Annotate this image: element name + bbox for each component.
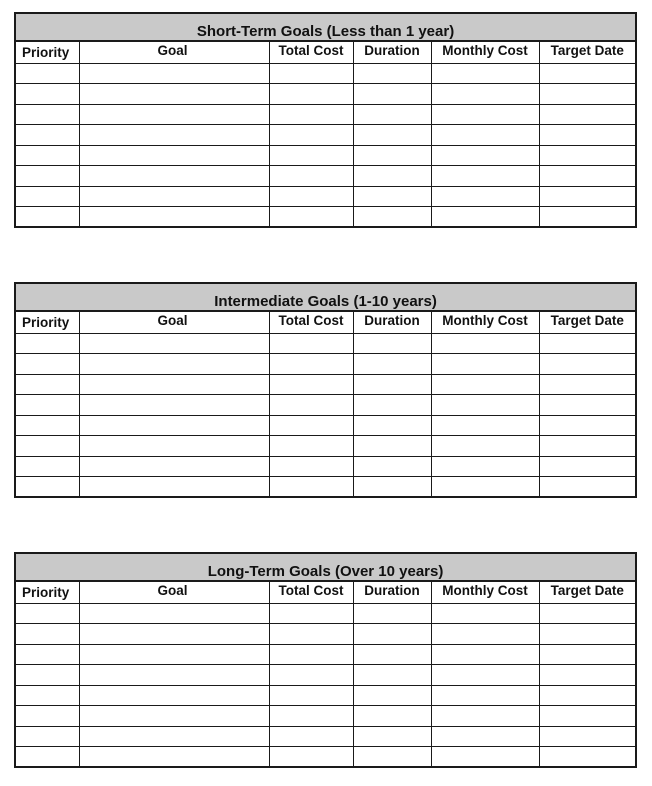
duration-cell[interactable] — [353, 706, 431, 727]
duration-cell[interactable] — [353, 354, 431, 375]
long-term-goals-title: Long-Term Goals (Over 10 years) — [15, 553, 636, 581]
monthly-cost-header: Monthly Cost — [431, 311, 539, 333]
goal-cell[interactable] — [79, 186, 269, 207]
monthly-cost-cell[interactable] — [431, 685, 539, 706]
monthly-cost-cell[interactable] — [431, 747, 539, 768]
total-cost-header: Total Cost — [269, 41, 353, 63]
priority-cell[interactable] — [15, 477, 79, 498]
goal-cell[interactable] — [79, 436, 269, 457]
target-date-cell[interactable] — [539, 747, 636, 768]
duration-cell[interactable] — [353, 415, 431, 436]
table-row — [15, 145, 636, 166]
duration-cell[interactable] — [353, 685, 431, 706]
duration-cell[interactable] — [353, 747, 431, 768]
target-date-cell[interactable] — [539, 145, 636, 166]
priority-cell[interactable] — [15, 624, 79, 645]
goal-cell[interactable] — [79, 706, 269, 727]
monthly-cost-cell[interactable] — [431, 726, 539, 747]
total-cost-cell[interactable] — [269, 104, 353, 125]
goal-cell[interactable] — [79, 63, 269, 84]
total-cost-cell[interactable] — [269, 726, 353, 747]
table-row — [15, 706, 636, 727]
target-date-cell[interactable] — [539, 603, 636, 624]
priority-cell[interactable] — [15, 354, 79, 375]
monthly-cost-cell[interactable] — [431, 63, 539, 84]
total-cost-header: Total Cost — [269, 581, 353, 603]
table-row — [15, 644, 636, 665]
duration-cell[interactable] — [353, 395, 431, 416]
target-date-cell[interactable] — [539, 354, 636, 375]
monthly-cost-cell[interactable] — [431, 104, 539, 125]
duration-cell[interactable] — [353, 84, 431, 105]
target-date-cell[interactable] — [539, 644, 636, 665]
goal-header: Goal — [79, 311, 269, 333]
duration-cell[interactable] — [353, 726, 431, 747]
target-date-header: Target Date — [539, 311, 636, 333]
table-row — [15, 104, 636, 125]
table-row — [15, 477, 636, 498]
duration-cell[interactable] — [353, 665, 431, 686]
priority-cell[interactable] — [15, 706, 79, 727]
goal-cell[interactable] — [79, 726, 269, 747]
priority-cell[interactable] — [15, 145, 79, 166]
goal-cell[interactable] — [79, 104, 269, 125]
total-cost-cell[interactable] — [269, 477, 353, 498]
duration-cell[interactable] — [353, 624, 431, 645]
goal-cell[interactable] — [79, 145, 269, 166]
long-term-goals-table — [14, 552, 637, 768]
table-row — [15, 415, 636, 436]
table-row — [15, 207, 636, 228]
total-cost-cell[interactable] — [269, 354, 353, 375]
total-cost-cell[interactable] — [269, 456, 353, 477]
target-date-cell[interactable] — [539, 374, 636, 395]
priority-cell[interactable] — [15, 186, 79, 207]
goal-cell[interactable] — [79, 685, 269, 706]
duration-cell[interactable] — [353, 166, 431, 187]
priority-cell[interactable] — [15, 166, 79, 187]
priority-cell[interactable] — [15, 395, 79, 416]
monthly-cost-cell[interactable] — [431, 207, 539, 228]
table-row — [15, 436, 636, 457]
goal-cell[interactable] — [79, 477, 269, 498]
target-date-cell[interactable] — [539, 186, 636, 207]
duration-cell[interactable] — [353, 207, 431, 228]
priority-cell[interactable] — [15, 84, 79, 105]
goal-cell[interactable] — [79, 333, 269, 354]
priority-cell[interactable] — [15, 747, 79, 768]
goal-header: Goal — [79, 581, 269, 603]
table-row — [15, 186, 636, 207]
monthly-cost-cell[interactable] — [431, 354, 539, 375]
total-cost-cell[interactable] — [269, 603, 353, 624]
duration-cell[interactable] — [353, 125, 431, 146]
table-row — [15, 456, 636, 477]
total-cost-header: Total Cost — [269, 311, 353, 333]
priority-cell[interactable] — [15, 436, 79, 457]
table-row — [15, 726, 636, 747]
table-row — [15, 395, 636, 416]
monthly-cost-cell[interactable] — [431, 456, 539, 477]
duration-cell[interactable] — [353, 456, 431, 477]
goal-cell[interactable] — [79, 624, 269, 645]
total-cost-cell[interactable] — [269, 166, 353, 187]
goal-cell[interactable] — [79, 603, 269, 624]
goal-cell[interactable] — [79, 84, 269, 105]
intermediate-goals-title: Intermediate Goals (1-10 years) — [15, 283, 636, 311]
table-row — [15, 747, 636, 768]
target-date-cell[interactable] — [539, 415, 636, 436]
target-date-cell[interactable] — [539, 456, 636, 477]
goal-cell[interactable] — [79, 354, 269, 375]
goal-cell[interactable] — [79, 747, 269, 768]
total-cost-cell[interactable] — [269, 374, 353, 395]
table-row — [15, 624, 636, 645]
duration-cell[interactable] — [353, 374, 431, 395]
monthly-cost-header: Monthly Cost — [431, 581, 539, 603]
monthly-cost-cell[interactable] — [431, 395, 539, 416]
table-row — [15, 63, 636, 84]
table-row — [15, 84, 636, 105]
monthly-cost-cell[interactable] — [431, 706, 539, 727]
target-date-cell[interactable] — [539, 84, 636, 105]
target-date-cell[interactable] — [539, 333, 636, 354]
target-date-header: Target Date — [539, 581, 636, 603]
duration-header: Duration — [353, 581, 431, 603]
priority-cell[interactable] — [15, 726, 79, 747]
table-row — [15, 166, 636, 187]
total-cost-cell[interactable] — [269, 436, 353, 457]
monthly-cost-cell[interactable] — [431, 125, 539, 146]
table-row — [15, 125, 636, 146]
total-cost-cell[interactable] — [269, 145, 353, 166]
goal-cell[interactable] — [79, 125, 269, 146]
table-row — [15, 685, 636, 706]
table-row — [15, 603, 636, 624]
priority-header: Priority — [15, 311, 79, 333]
target-date-cell[interactable] — [539, 477, 636, 498]
target-date-cell[interactable] — [539, 726, 636, 747]
goal-cell[interactable] — [79, 395, 269, 416]
total-cost-cell[interactable] — [269, 665, 353, 686]
target-date-cell[interactable] — [539, 104, 636, 125]
total-cost-cell[interactable] — [269, 706, 353, 727]
priority-cell[interactable] — [15, 644, 79, 665]
target-date-cell[interactable] — [539, 665, 636, 686]
goal-header: Goal — [79, 41, 269, 63]
total-cost-cell[interactable] — [269, 644, 353, 665]
duration-cell[interactable] — [353, 186, 431, 207]
target-date-cell[interactable] — [539, 395, 636, 416]
goal-cell[interactable] — [79, 166, 269, 187]
target-date-cell[interactable] — [539, 624, 636, 645]
monthly-cost-cell[interactable] — [431, 603, 539, 624]
table-row — [15, 374, 636, 395]
goal-cell[interactable] — [79, 456, 269, 477]
target-date-header: Target Date — [539, 41, 636, 63]
target-date-cell[interactable] — [539, 685, 636, 706]
duration-header: Duration — [353, 311, 431, 333]
monthly-cost-cell[interactable] — [431, 84, 539, 105]
table-row — [15, 333, 636, 354]
priority-cell[interactable] — [15, 104, 79, 125]
total-cost-cell[interactable] — [269, 415, 353, 436]
goal-cell[interactable] — [79, 207, 269, 228]
total-cost-cell[interactable] — [269, 63, 353, 84]
monthly-cost-cell[interactable] — [431, 624, 539, 645]
short-term-goals-title: Short-Term Goals (Less than 1 year) — [15, 13, 636, 41]
duration-header: Duration — [353, 41, 431, 63]
duration-cell[interactable] — [353, 63, 431, 84]
priority-header: Priority — [15, 41, 79, 63]
table-row — [15, 665, 636, 686]
priority-cell[interactable] — [15, 63, 79, 84]
duration-cell[interactable] — [353, 145, 431, 166]
total-cost-cell[interactable] — [269, 125, 353, 146]
priority-cell[interactable] — [15, 415, 79, 436]
total-cost-cell[interactable] — [269, 333, 353, 354]
priority-cell[interactable] — [15, 207, 79, 228]
monthly-cost-cell[interactable] — [431, 374, 539, 395]
monthly-cost-cell[interactable] — [431, 665, 539, 686]
goal-cell[interactable] — [79, 644, 269, 665]
priority-cell[interactable] — [15, 603, 79, 624]
target-date-cell[interactable] — [539, 125, 636, 146]
duration-cell[interactable] — [353, 477, 431, 498]
priority-cell[interactable] — [15, 685, 79, 706]
monthly-cost-header: Monthly Cost — [431, 41, 539, 63]
target-date-cell[interactable] — [539, 166, 636, 187]
duration-cell[interactable] — [353, 603, 431, 624]
short-term-goals-table — [14, 12, 637, 228]
priority-cell[interactable] — [15, 333, 79, 354]
target-date-cell[interactable] — [539, 63, 636, 84]
monthly-cost-cell[interactable] — [431, 333, 539, 354]
total-cost-cell[interactable] — [269, 395, 353, 416]
monthly-cost-cell[interactable] — [431, 477, 539, 498]
target-date-cell[interactable] — [539, 207, 636, 228]
total-cost-cell[interactable] — [269, 624, 353, 645]
monthly-cost-cell[interactable] — [431, 186, 539, 207]
duration-cell[interactable] — [353, 333, 431, 354]
priority-cell[interactable] — [15, 456, 79, 477]
target-date-cell[interactable] — [539, 706, 636, 727]
duration-cell[interactable] — [353, 644, 431, 665]
duration-cell[interactable] — [353, 104, 431, 125]
priority-cell[interactable] — [15, 665, 79, 686]
target-date-cell[interactable] — [539, 436, 636, 457]
total-cost-cell[interactable] — [269, 84, 353, 105]
monthly-cost-cell[interactable] — [431, 644, 539, 665]
table-row — [15, 354, 636, 375]
monthly-cost-cell[interactable] — [431, 166, 539, 187]
goal-cell[interactable] — [79, 665, 269, 686]
monthly-cost-cell[interactable] — [431, 415, 539, 436]
monthly-cost-cell[interactable] — [431, 436, 539, 457]
total-cost-cell[interactable] — [269, 186, 353, 207]
duration-cell[interactable] — [353, 436, 431, 457]
priority-cell[interactable] — [15, 125, 79, 146]
total-cost-cell[interactable] — [269, 207, 353, 228]
total-cost-cell[interactable] — [269, 747, 353, 768]
monthly-cost-cell[interactable] — [431, 145, 539, 166]
priority-cell[interactable] — [15, 374, 79, 395]
total-cost-cell[interactable] — [269, 685, 353, 706]
goal-cell[interactable] — [79, 374, 269, 395]
goal-cell[interactable] — [79, 415, 269, 436]
priority-header: Priority — [15, 581, 79, 603]
intermediate-goals-table — [14, 282, 637, 498]
